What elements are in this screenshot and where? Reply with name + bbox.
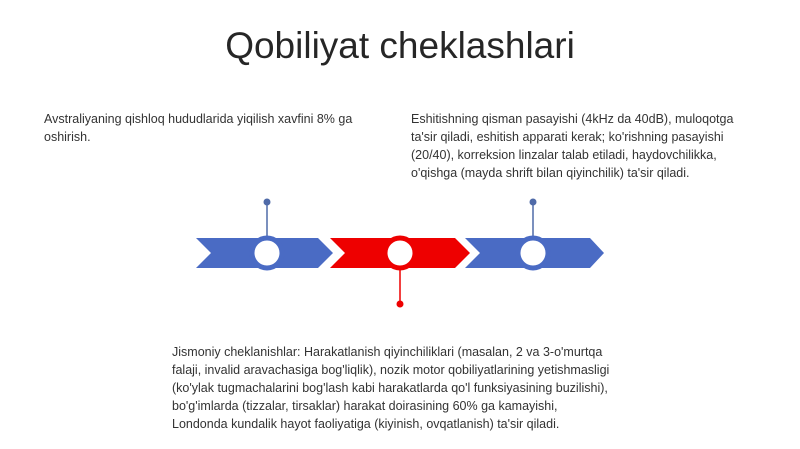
timeline-milestone-1 xyxy=(252,238,282,268)
text-block-sensory-limitations: Eshitishning qisman pasayishi (4kHz da 40dB), muloqotga ta'sir qiladi, eshitish apparati kerak; ko'rishning pasayishi (20/40), korreksion linzalar talab etiladi, haydovchilikka, o'qishga (mayda shrift bilan qiyinchilik) ta'sir qiladi. xyxy=(411,112,734,180)
text-block-rural-fall-risk: Avstraliyaning qishloq hududlarida yiqilish xavfini 8% ga oshirish. xyxy=(44,112,353,144)
timeline-connector-dot-3 xyxy=(530,199,537,206)
timeline-connector-dot-1 xyxy=(264,199,271,206)
slide-title: Qobiliyat cheklashlari xyxy=(225,25,575,66)
timeline-connector-dot-2 xyxy=(397,301,404,308)
timeline-milestone-2 xyxy=(385,238,415,268)
timeline-milestone-3 xyxy=(518,238,548,268)
text-block-physical-limitations: Jismoniy cheklanishlar: Harakatlanish qiyinchiliklari (masalan, 2 va 3-o'murtqa falaji, invalid aravachasiga bog'liqlik), nozik motor qobiliyatlarining yetishmasligi (ko'ylak tugmachalarini bog'lash kabi harakatlarda qo'l funksiyasining buzilishi), bo'g'imlarda (tizzalar, tirsaklar) harakat doirasining 60% ga kamayishi, Londonda kundalik hayot faoliyatiga (kiyinish, ovqatlanish) ta'sir qiladi. xyxy=(172,345,610,431)
